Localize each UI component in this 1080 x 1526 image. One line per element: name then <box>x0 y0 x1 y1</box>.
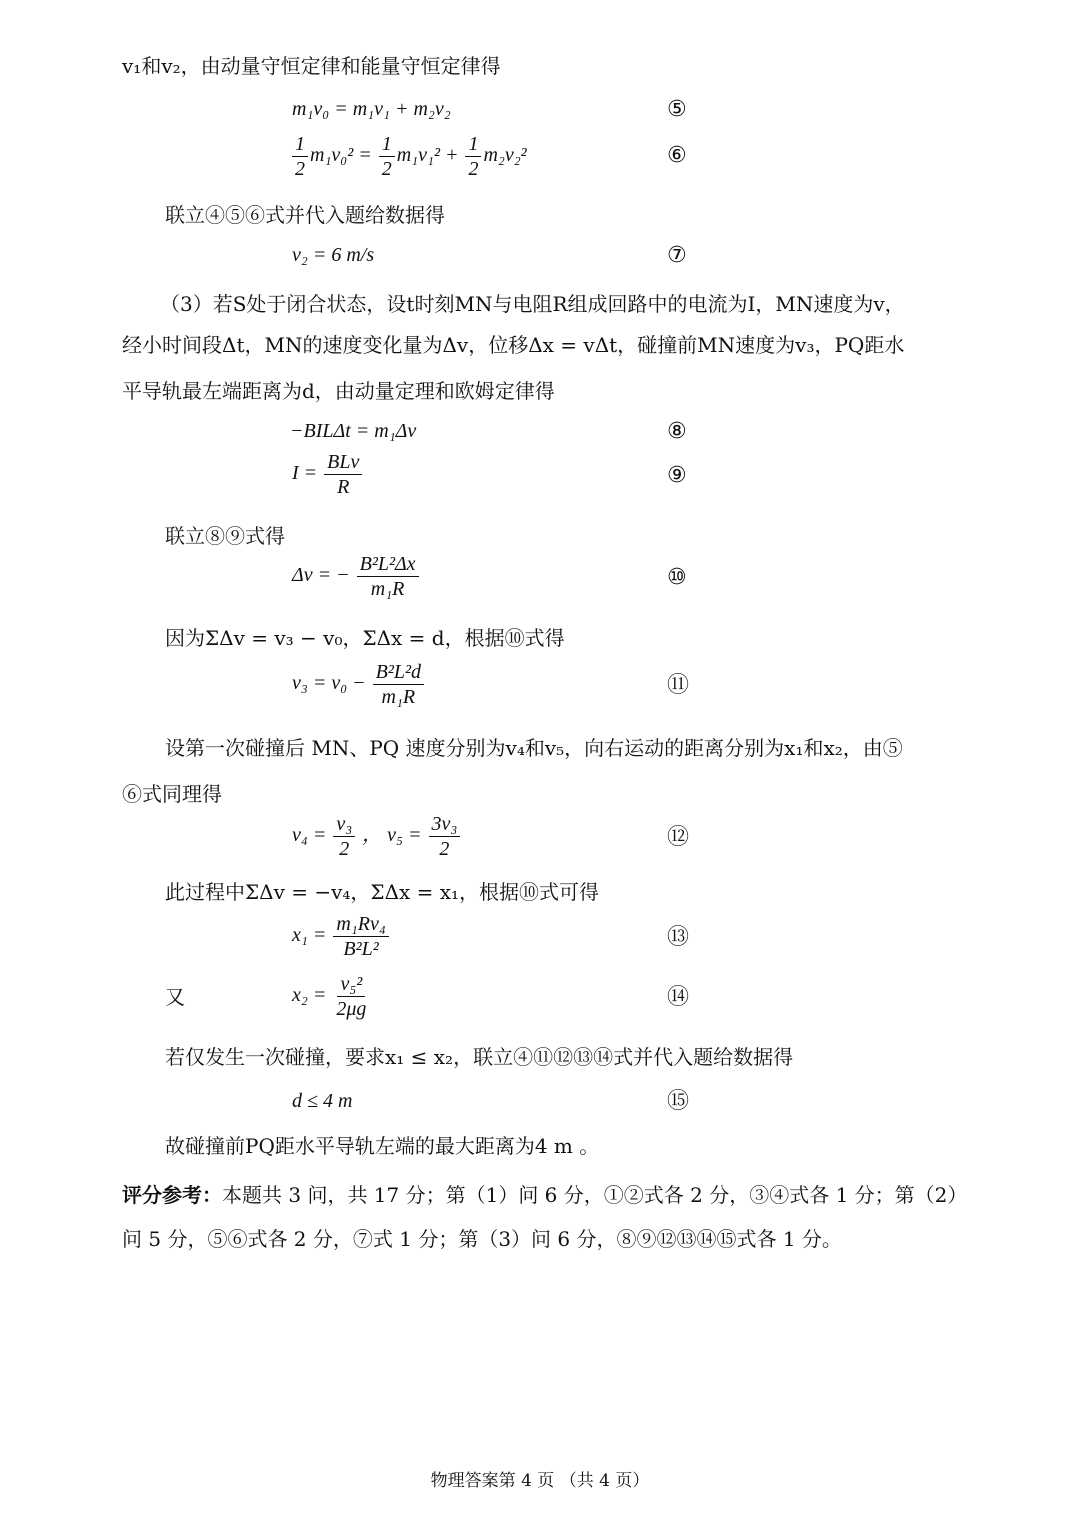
equation-10: Δv = − $\frac{\text{B²L²Δx}}{\text{m₁R}}$ <box>292 552 421 601</box>
equation-number-7: ⑦ <box>667 243 687 268</box>
text-line-1: v₁和v₂，由动量守恒定律和能量守恒定律得 <box>122 54 501 78</box>
equation-6: $\frac{1}{2}$ m₁v₀² = $\frac{1}{2}$ m₁v₁² + $\frac{1}{2}$ m₂v₂² <box>290 132 527 181</box>
scoring-line-2: 问 5 分，⑤⑥式各 2 分，⑦式 1 分；第（3）问 6 分，⑧⑨⑫⑬⑭⑮式各 1 分。 <box>122 1227 842 1251</box>
scoring-label: 评分参考： <box>122 1183 222 1207</box>
equation-number-9: ⑨ <box>667 463 687 488</box>
equation-number-14: ⑭ <box>667 985 690 1010</box>
equation-8: −BILΔt = m₁Δv <box>290 420 417 442</box>
page-footer: 物理答案第 4 页 （共 4 页） <box>430 1471 650 1491</box>
text-line-2: 联立④⑤⑥式并代入题给数据得 <box>165 203 445 227</box>
equation-15: d ≤ 4 m <box>292 1090 353 1112</box>
text-line-6: 联立⑧⑨式得 <box>165 524 285 548</box>
text-line-8: 设第一次碰撞后 MN、PQ 速度分别为v₄和v₅，向右运动的距离分别为x₁和x₂，由⑤ <box>165 736 903 760</box>
equation-number-10: ⑩ <box>667 565 687 590</box>
equation-7: v₂ = 6 m/s <box>292 244 375 266</box>
equation-5: m₁v₀ = m₁v₁ + m₂v₂ <box>292 98 451 120</box>
equation-12: v₄ = $\frac{\text{v₃}}{2}$ ， v₅ = $\frac{\text{3v₃}}{2}$ <box>292 812 462 861</box>
text-line-12: 若仅发生一次碰撞，要求x₁ ≤ x₂，联立④⑪⑫⑬⑭式并代入题给数据得 <box>165 1045 794 1069</box>
text-line-10: 此过程中ΣΔv = −v₄，ΣΔx = x₁，根据⑩式可得 <box>165 880 600 904</box>
text-line-5: 平导轨最左端距离为d，由动量定理和欧姆定律得 <box>122 379 555 403</box>
scoring-line-1: 评分参考：本题共 3 问，共 17 分；第（1）问 6 分，①②式各 2 分，③④式各 1 分；第（2） <box>122 1183 968 1207</box>
text-line-7: 因为ΣΔv = v₃ − v₀，ΣΔx = d，根据⑩式得 <box>165 626 565 650</box>
equation-number-5: ⑤ <box>667 97 687 122</box>
equation-11: v₃ = v₀ − $\frac{\text{B²L²d}}{\text{m₁R}}$ <box>292 660 426 709</box>
equation-number-15: ⑮ <box>667 1089 690 1114</box>
text-line-9: ⑥式同理得 <box>122 782 222 806</box>
equation-number-12: ⑫ <box>667 825 690 850</box>
equation-number-8: ⑧ <box>667 419 687 444</box>
text-line-13: 故碰撞前PQ距水平导轨左端的最大距离为4 m 。 <box>165 1134 600 1158</box>
equation-number-11: ⑪ <box>667 673 690 698</box>
equation-13: x₁ = $\frac{\text{m₁Rv₄}}{\text{B²L²}}$ <box>292 912 391 961</box>
text-line-4: 经小时间段Δt，MN的速度变化量为Δv，位移Δx = vΔt，碰撞前MN速度为v₃，PQ距水 <box>122 333 905 357</box>
equation-number-13: ⑬ <box>667 925 690 950</box>
equation-9: I = $\frac{\text{BLv}}{R}$ <box>292 450 364 499</box>
equation-number-6: ⑥ <box>667 143 687 168</box>
equation-14: x₂ = $\frac{\text{v₅²}}{2\mu g}$ <box>292 973 367 1020</box>
text-line-3: （3）若S处于闭合状态，设t时刻MN与电阻R组成回路中的电流为I，MN速度为v， <box>160 292 905 316</box>
text-line-11: 又 <box>165 985 185 1009</box>
